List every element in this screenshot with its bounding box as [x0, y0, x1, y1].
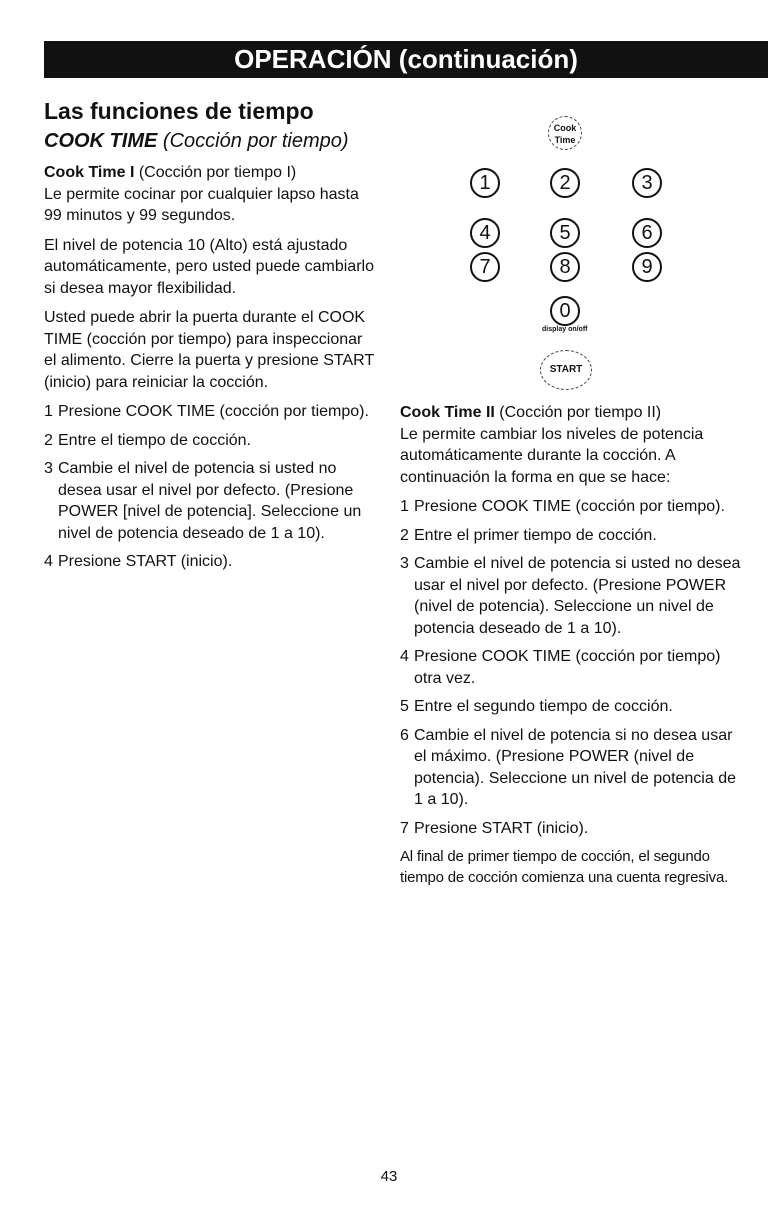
- right-column: [400, 402, 745, 896]
- key-9: 9: [632, 252, 662, 282]
- step-text: Presione COOK TIME (cocción por tiempo).: [58, 403, 369, 420]
- list-item: [400, 525, 745, 547]
- subtitle: [44, 128, 374, 154]
- list-item: [400, 725, 745, 811]
- cook-time-key-line2: Time: [554, 135, 576, 145]
- list-item: [400, 696, 745, 718]
- list-item: [400, 818, 745, 840]
- countdown-note: Al final de primer tiempo de cocción, el segundo tiempo de cocción comienza una cuenta regresiva.: [400, 848, 729, 886]
- key-4: 4: [470, 218, 500, 248]
- step-number: 3: [400, 555, 409, 572]
- cook-time-1-steps: [44, 401, 374, 573]
- step-text: Presione COOK TIME (cocción por tiempo).: [414, 498, 725, 515]
- list-item: [400, 553, 745, 639]
- cook-time-2-intro: [400, 402, 745, 488]
- cook-time-2-desc: Le permite cambiar los niveles de potencia automáticamente durante la cocción. A continuación la forma en que se hace:: [400, 425, 704, 486]
- step-number: 3: [44, 460, 53, 477]
- step-number: 7: [400, 819, 409, 837]
- section-title: Las funciones de tiempo: [44, 98, 314, 124]
- step-number: 1: [44, 403, 53, 420]
- step-number: 2: [44, 431, 53, 449]
- subtitle-en: COOK TIME: [44, 130, 158, 152]
- cook-time-key: [548, 116, 582, 150]
- section-banner: OPERACIÓN (continuación): [44, 41, 768, 78]
- key-5: 5: [550, 218, 580, 248]
- cook-time-2-label: Cook Time II: [400, 404, 495, 421]
- step-text: Entre el tiempo de cocción.: [58, 431, 251, 449]
- list-item: [44, 551, 374, 573]
- key-3: 3: [632, 168, 662, 198]
- step-text: Entre el primer tiempo de cocción.: [414, 526, 657, 544]
- step-number: 2: [400, 526, 409, 544]
- list-item: [44, 430, 374, 452]
- key-1: 1: [470, 168, 500, 198]
- step-number: 1: [400, 498, 409, 515]
- step-text: Cambie el nivel de potencia si usted no desea usar el nivel por defecto. (Presione POWER (nivel de potencia). Seleccione un nivel de potencia deseado de 1 a 10).: [414, 555, 741, 637]
- step-text: Presione START (inicio).: [58, 553, 233, 570]
- key-6: 6: [632, 218, 662, 248]
- step-text: Cambie el nivel de potencia si no desea usar el máximo. (Presione POWER (nivel de potencia). Seleccione un nivel de potencia de 1 a 10).: [414, 726, 736, 808]
- cook-time-1-label: Cook Time I: [44, 164, 135, 181]
- key-7: 7: [470, 252, 500, 282]
- step-number: 6: [400, 726, 409, 744]
- cook-time-2-steps: [400, 496, 745, 839]
- door-paragraph: Usted puede abrir la puerta durante el COOK TIME (cocción por tiempo) para inspeccionar el alimento. Cierre la puerta y presione START (inicio) para reiniciar la cocción.: [44, 309, 374, 391]
- step-text: Presione START (inicio).: [414, 819, 589, 837]
- cook-time-2-label-rest: (Cocción por tiempo II): [494, 404, 662, 421]
- step-text: Cambie el nivel de potencia si usted no desea usar el nivel por defecto. (Presione POWER [nivel de potencia]. Seleccione un nivel de potencia deseado de 1 a 10).: [58, 460, 362, 542]
- power-level-paragraph: El nivel de potencia 10 (Alto) está ajustado automáticamente, pero usted puede cambiarlo si desea mayor flexibilidad.: [44, 236, 374, 297]
- key-8: 8: [550, 252, 580, 282]
- list-item: [400, 496, 745, 518]
- display-on-off-label: display on/off: [542, 326, 588, 333]
- step-number: 4: [400, 648, 409, 665]
- step-number: 5: [400, 698, 409, 715]
- left-column: [44, 96, 374, 580]
- key-2: 2: [550, 168, 580, 198]
- cook-time-key-line1: Cook: [553, 123, 577, 133]
- step-text: Presione COOK TIME (cocción por tiempo) otra vez.: [414, 648, 721, 687]
- keypad-illustration: [470, 112, 700, 392]
- start-key: START: [540, 350, 592, 390]
- list-item: [44, 401, 374, 423]
- key-0: 0: [550, 296, 580, 326]
- step-text: Entre el segundo tiempo de cocción.: [414, 698, 673, 715]
- cook-time-1-label-rest: (Cocción por tiempo I): [134, 164, 297, 181]
- step-number: 4: [44, 553, 53, 570]
- cook-time-1-intro: [44, 162, 374, 227]
- list-item: [44, 458, 374, 544]
- page-number: 43: [380, 1168, 398, 1185]
- cook-time-1-desc: Le permite cocinar por cualquier lapso hasta 99 minutos y 99 segundos.: [44, 185, 359, 224]
- subtitle-es: (Cocción por tiempo): [162, 130, 349, 152]
- list-item: [400, 646, 745, 689]
